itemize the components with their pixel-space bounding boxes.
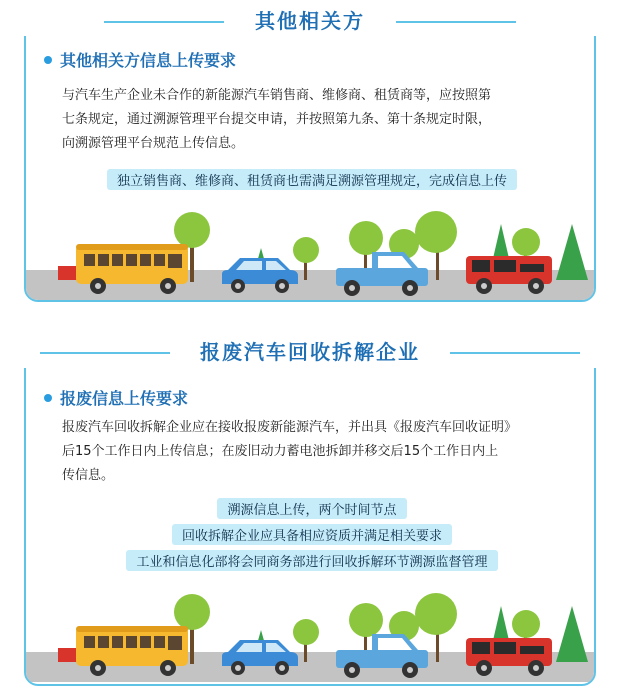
section-1-body: [62, 84, 582, 156]
highlight-pill: 回收拆解企业应具备相应资质并满足相关要求: [172, 524, 452, 545]
highlight-pill: 溯源信息上传，两个时间节点: [217, 498, 406, 519]
section-1-title: 其他相关方: [239, 6, 381, 36]
vehicle-scene-illustration: [26, 576, 596, 684]
title-decor-line: [450, 352, 580, 354]
body-line: 报废汽车回收拆解企业应在接收报废新能源汽车，并出具《报废汽车回收证明》: [62, 420, 518, 435]
title-decor-line: [104, 21, 224, 23]
title-decor-line: [40, 352, 170, 354]
body-line: 后15个工作日内上传信息；在废旧动力蓄电池拆卸并移交后15个工作日内上: [62, 444, 499, 459]
body-line: 与汽车生产企业未合作的新能源汽车销售商、维修商、租赁商等，应按照第: [62, 88, 492, 103]
body-line: 传信息。: [62, 468, 115, 483]
section-1-subtitle: 其他相关方信息上传要求: [44, 48, 236, 71]
highlight-pill: 工业和信息化部将会同商务部进行回收拆解环节溯源监督管理: [126, 550, 497, 571]
section-2-title: 报废汽车回收拆解企业: [184, 336, 436, 368]
bullet-dot-icon: [44, 56, 52, 64]
highlight-pill: 独立销售商、维修商、租赁商也需满足溯源管理规定，完成信息上传: [107, 169, 517, 190]
body-line: 向溯源管理平台规范上传信息。: [62, 136, 245, 151]
pine-tree-icon: [556, 606, 588, 662]
section-1-header: [0, 6, 620, 36]
pine-tree-icon: [556, 224, 588, 280]
section-2-header: [0, 336, 620, 368]
bullet-dot-icon: [44, 394, 52, 402]
title-decor-line: [396, 21, 516, 23]
vehicle-scene-illustration: [26, 194, 596, 302]
section-card-1: [24, 22, 596, 302]
section-2-subtitle: 报废信息上传要求: [44, 386, 188, 409]
body-line: 七条规定，通过溯源管理平台提交申请，并按照第九条、第十条规定时限，: [62, 112, 492, 127]
section-card-2: [24, 352, 596, 686]
section-2-body: [62, 416, 582, 488]
